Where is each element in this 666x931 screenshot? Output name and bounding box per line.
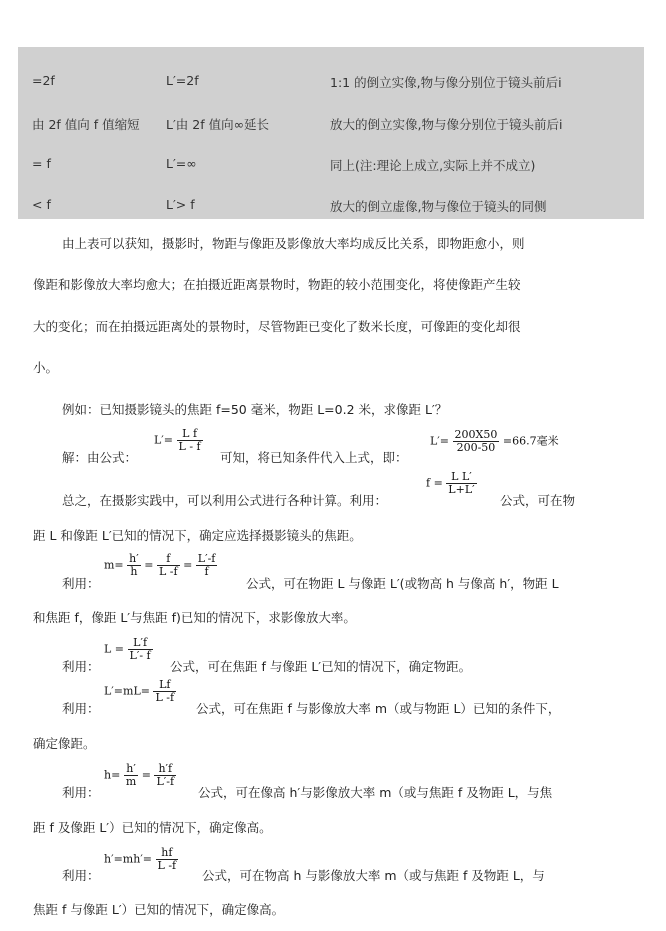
- table-cell-object-distance: 由 2f 值向 f 值缩短: [32, 117, 140, 132]
- usage-label: 利用：: [62, 659, 100, 674]
- formula-numerator: hf: [156, 847, 179, 860]
- paragraph-line: 大的变化；而在拍摄远距离处的景物时，尽管物距已变化了数米长度，可像距的变化却很: [33, 319, 521, 334]
- usage-text: 公式，可在焦距 f 与影像放大率 m（或与物距 L）已知的条件下，: [196, 701, 561, 716]
- formula-numerator: L′f: [128, 637, 153, 650]
- formula-denominator: L -f: [158, 565, 178, 578]
- formula-denominator: L′- f: [129, 649, 151, 662]
- usage-text: 距 f 及像距 L′）已知的情况下，确定像高。: [33, 820, 272, 835]
- formula-focal-length: [426, 471, 477, 496]
- table-cell-image-distance: L′=2f: [166, 73, 199, 88]
- formula-denominator: 200-50: [456, 441, 496, 454]
- formula-denominator: L+L′: [448, 483, 475, 496]
- usage-text: 公式，可在焦距 f 与像距 L′已知的情况下，确定物距。: [170, 659, 472, 674]
- formula-lhs: h′=mh′=: [104, 852, 153, 866]
- formula-image-height: [104, 763, 176, 788]
- table-cell-object-distance: < f: [32, 197, 51, 212]
- usage-label: 利用：: [62, 576, 100, 591]
- formula-object-distance: [104, 637, 153, 662]
- formula-equals: =: [144, 558, 154, 572]
- table-cell-image-description: 放大的倒立实像,物与像分别位于镜头前后i: [330, 117, 563, 132]
- table-cell-image-distance: L′由 2f 值向∞延长: [166, 117, 270, 132]
- usage-text: 公式，可在物高 h 与影像放大率 m（或与焦距 f 及物距 L，与: [202, 868, 545, 883]
- formula-denominator: L -f: [155, 691, 175, 704]
- formula-denominator: h: [130, 565, 138, 578]
- formula-lhs: f =: [426, 476, 443, 490]
- formula-lhs: m=: [104, 558, 124, 572]
- table-cell-image-description: 1:1 的倒立实像,物与像分别位于镜头前后i: [330, 75, 562, 90]
- table-cell-image-distance: L′> f: [166, 197, 195, 212]
- usage-text: 焦距 f 与像距 L′）已知的情况下，确定像高。: [33, 902, 285, 917]
- table-row: [18, 150, 644, 180]
- formula-numerator: h′f: [154, 763, 176, 776]
- solution-label: 解：由公式：: [62, 450, 138, 465]
- table-cell-image-distance: L′=∞: [166, 156, 197, 171]
- formula-denominator: f: [204, 565, 209, 578]
- formula-image-distance-magnification: [104, 679, 176, 704]
- summary-text: 公式，可在物: [500, 493, 576, 508]
- table-cell-object-distance: =2f: [32, 73, 55, 88]
- formula-equals: =: [141, 768, 151, 782]
- lens-imaging-table: [18, 47, 644, 219]
- formula-numerator: 200X50: [454, 428, 498, 441]
- paragraph-line: 小。: [33, 360, 59, 375]
- table-row: [18, 67, 644, 97]
- formula-numerator: L f: [177, 428, 203, 441]
- summary-text: 距 L 和像距 L′已知的情况下，确定应选择摄影镜头的焦距。: [33, 528, 362, 543]
- formula-lhs: L′=: [154, 433, 174, 447]
- formula-numerator: f: [157, 553, 180, 566]
- formula-substitution: [430, 429, 559, 454]
- usage-text: 公式，可在物距 L 与像距 L′(或物高 h 与像高 h′，物距 L: [246, 576, 559, 591]
- formula-result: =66.7毫米: [502, 434, 559, 448]
- paragraph-line: 像距和影像放大率均愈大；在拍摄近距离景物时，物距的较小范围变化，将使像距产生较: [33, 277, 521, 292]
- formula-numerator: L L′: [446, 471, 476, 484]
- usage-label: 利用：: [62, 868, 100, 883]
- usage-text: 确定像距。: [33, 736, 96, 751]
- usage-text: 和焦距 f，像距 L′与焦距 f)已知的情况下，求影像放大率。: [33, 610, 356, 625]
- formula-image-distance: [154, 428, 203, 453]
- example-text: 例如：已知摄影镜头的焦距 f=50 毫米，物距 L=0.2 米，求像距 L′？: [62, 402, 448, 417]
- table-row: [18, 109, 644, 139]
- formula-denominator: L′-f: [156, 775, 175, 788]
- formula-image-height-object: [104, 847, 178, 872]
- formula-denominator: m: [125, 775, 137, 788]
- usage-label: 利用：: [62, 701, 100, 716]
- formula-numerator: L′-f: [197, 552, 216, 565]
- table-cell-image-description: 放大的倒立虚像,物与像位于镜头的同侧: [330, 199, 547, 214]
- formula-equals: =: [183, 558, 193, 572]
- table-cell-image-description: 同上(注:理论上成立,实际上并不成立): [330, 158, 536, 173]
- formula-lhs: L =: [104, 642, 125, 656]
- paragraph-line: 由上表可以获知，摄影时，物距与像距及影像放大率均成反比关系，即物距愈小，则: [62, 236, 525, 251]
- formula-lhs: L′=: [430, 434, 450, 448]
- formula-denominator: L -f: [157, 859, 177, 872]
- table-cell-object-distance: = f: [32, 156, 51, 171]
- summary-text: 总之，在摄影实践中，可以利用公式进行各种计算。利用：: [62, 493, 388, 508]
- formula-lhs: L′=mL=: [104, 684, 150, 698]
- formula-magnification: [104, 553, 217, 578]
- formula-denominator: L - f: [178, 440, 201, 453]
- usage-text: 公式，可在像高 h′与影像放大率 m（或与焦距 f 及物距 L，与焦: [198, 785, 553, 800]
- formula-numerator: Lf: [153, 679, 176, 692]
- table-row: [18, 191, 644, 219]
- formula-lhs: h=: [104, 768, 121, 782]
- formula-numerator: h′: [124, 763, 138, 776]
- formula-numerator: h′: [129, 552, 139, 565]
- usage-label: 利用：: [62, 785, 100, 800]
- solution-text: 可知，将已知条件代入上式，即：: [220, 450, 408, 465]
